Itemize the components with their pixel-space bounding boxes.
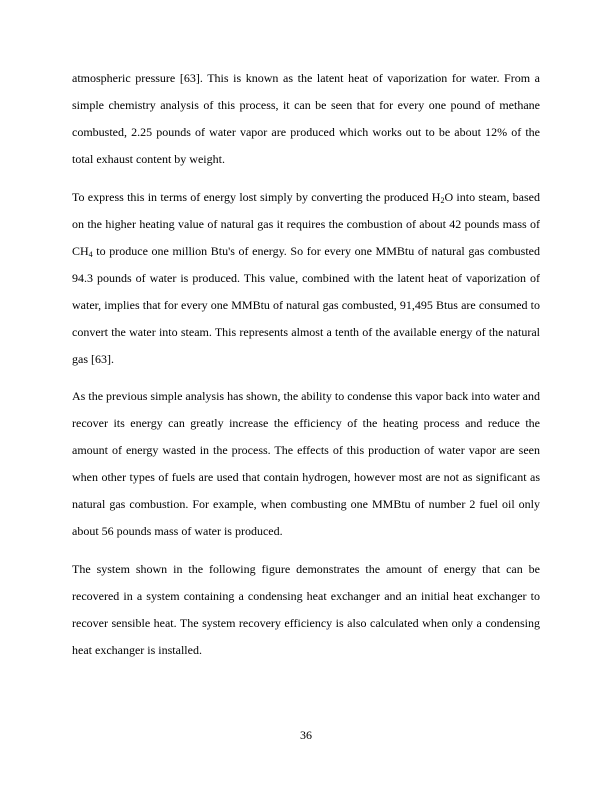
text-line: As the previous simple analysis has shown, the ability to condense this vapor back into water and: [72, 389, 540, 403]
paragraph-condense-vapor: [72, 383, 540, 545]
text-line: total exhaust content by weight.: [72, 152, 225, 166]
subscript: 4: [88, 249, 93, 259]
subscript: 2: [440, 195, 445, 205]
text-line: atmospheric pressure [63]. This is known as the latent heat of vaporization for water. From a: [72, 71, 540, 85]
text-line: when other types of fuels are used that contain hydrogen, however most are not as significant as: [72, 470, 540, 484]
page-number: 36: [300, 728, 312, 742]
text-line: [72, 184, 540, 211]
text-line: recovered in a system containing a condensing heat exchanger and an initial heat exchanger to: [72, 588, 540, 603]
text-line: recover sensible heat. The system recovery efficiency is also calculated when only a condensing: [72, 615, 540, 630]
text-line: natural gas combustion. For example, when combusting one MMBtu of number 2 fuel oil only: [72, 497, 540, 511]
text-line: [72, 238, 540, 265]
text-line: on the higher heating value of natural gas it requires the combustion of about 42 pounds mass of: [72, 216, 540, 231]
text-line: recover its energy can greatly increase the efficiency of the heating process and reduce the: [72, 416, 540, 430]
body-text: [72, 65, 540, 674]
text-line: convert the water into steam. This represents almost a tenth of the available energy of the natural: [72, 324, 540, 339]
text-line: The system shown in the following figure demonstrates the amount of energy that can be: [72, 561, 540, 576]
text-line: 94.3 pounds of water is produced. This value, combined with the latent heat of vaporization of: [72, 270, 540, 285]
paragraph-energy-lost: [72, 184, 540, 373]
text-fragment: O into steam, based: [444, 189, 540, 204]
text-line: simple chemistry analysis of this process, it can be seen that for every one pound of methane: [72, 98, 540, 112]
text-fragment: to produce one million Btu's of energy. So for every one MMBtu of natural gas combusted: [92, 243, 540, 258]
text-fragment: To express this in terms of energy lost simply by converting the produced H: [72, 189, 441, 204]
paragraph-system-figure: [72, 556, 540, 664]
paragraph-latent-heat: [72, 65, 540, 173]
text-line: combusted, 2.25 pounds of water vapor are produced which works out to be about 12% of the: [72, 125, 540, 139]
text-line: heat exchanger is installed.: [72, 642, 202, 657]
text-line: gas [63].: [72, 351, 114, 366]
text-line: water, implies that for every one MMBtu of natural gas combusted, 91,495 Btus are consumed to: [72, 297, 540, 312]
text-fragment: CH: [72, 243, 89, 258]
text-line: about 56 pounds mass of water is produced.: [72, 524, 283, 538]
text-line: amount of energy wasted in the process. The effects of this production of water vapor are seen: [72, 443, 540, 457]
